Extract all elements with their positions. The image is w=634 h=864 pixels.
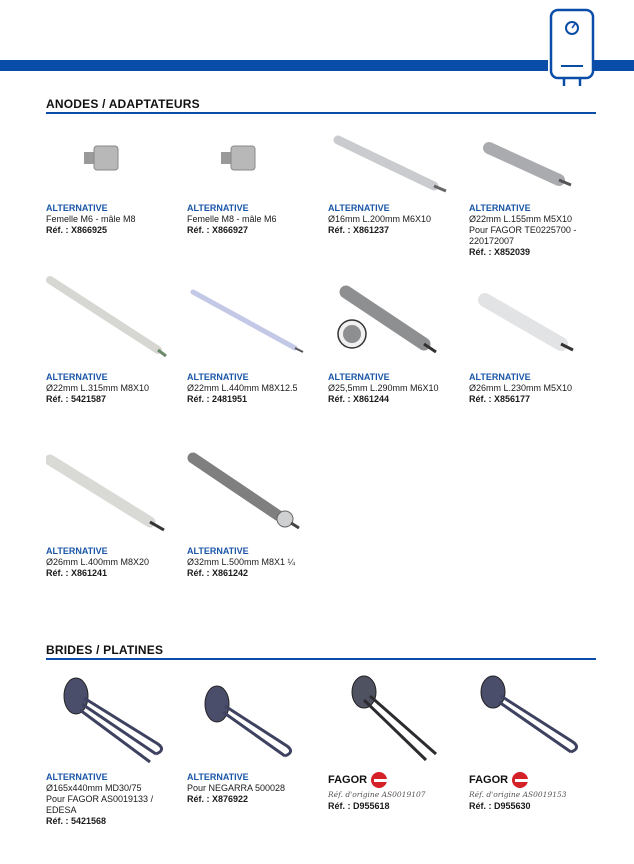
original-ref: Réf. d'origine AS0019153 (469, 790, 567, 799)
ref-number: Réf. : X876922 (187, 794, 249, 804)
ref-number: Réf. : 5421587 (46, 394, 107, 404)
adapter-image (46, 128, 186, 203)
ref-number: Réf. : X861237 (328, 225, 390, 235)
brand-label (328, 772, 468, 788)
fagor-logo-icon (371, 772, 387, 788)
spec-line: Ø22mm L.155mm M5X10 (469, 214, 573, 224)
ref-number: Réf. : 5421568 (46, 816, 107, 826)
spec-line: Pour NEGARRA 500028 (187, 783, 286, 793)
product-card (46, 128, 186, 236)
product-card (187, 128, 327, 236)
alt-label: ALTERNATIVE (469, 203, 531, 213)
anode-rod-image (328, 272, 468, 372)
alt-label: ALTERNATIVE (187, 546, 249, 556)
alt-label: ALTERNATIVE (46, 203, 108, 213)
ref-number: Réf. : X861241 (46, 568, 108, 578)
fagor-logo-icon (512, 772, 528, 788)
anode-rod-image (328, 128, 468, 203)
spec-line: EDESA (46, 805, 77, 815)
spec-line: Ø32mm L.500mm M8X1 ¼ (187, 557, 296, 567)
product-card (469, 672, 609, 812)
alt-label: ALTERNATIVE (328, 203, 390, 213)
original-ref: Réf. d'origine AS0019107 (328, 790, 426, 799)
spec-line: Ø26mm L.400mm M8X20 (46, 557, 150, 567)
flange-image (46, 672, 186, 772)
product-card (328, 128, 468, 236)
fagor-brand-text: FAGOR (469, 773, 509, 786)
alt-label: ALTERNATIVE (328, 372, 390, 382)
spec-line: Ø16mm L.200mm M6X10 (328, 214, 432, 224)
flange-image (469, 672, 609, 772)
product-card (469, 128, 609, 258)
spec-line: Ø26mm L.230mm M5X10 (469, 383, 573, 393)
ref-number: Réf. : X861244 (328, 394, 390, 404)
adapter-image (187, 128, 327, 203)
product-card (46, 272, 186, 405)
spec-line: Pour FAGOR AS0019133 / (46, 794, 154, 804)
spec-line: Ø25,5mm L.290mm M6X10 (328, 383, 439, 393)
product-card (187, 446, 327, 579)
header-band (0, 60, 548, 71)
spec-line: Femelle M6 - mâle M8 (46, 214, 136, 224)
spec-line: Pour FAGOR TE0225700 - (469, 225, 577, 235)
ref-number: Réf. : D955630 (469, 801, 531, 811)
alt-label: ALTERNATIVE (187, 772, 249, 782)
section-divider-brides (46, 658, 596, 660)
anode-rod-image (469, 128, 609, 203)
section-title-anodes: ANODES / ADAPTATEURS (46, 97, 200, 111)
section-title-brides: BRIDES / PLATINES (46, 643, 164, 657)
ref-number: Réf. : D955618 (328, 801, 390, 811)
spec-line: Ø165x440mm MD30/75 (46, 783, 142, 793)
product-card (187, 672, 327, 805)
alt-label: ALTERNATIVE (187, 372, 249, 382)
flange-image (187, 672, 327, 772)
anode-rod-image (187, 446, 327, 546)
product-card (46, 672, 186, 827)
product-card (328, 672, 468, 812)
alt-label: ALTERNATIVE (469, 372, 531, 382)
spec-line: 220172007 (469, 236, 515, 246)
section-divider-anodes (46, 112, 596, 114)
fagor-brand-text: FAGOR (328, 773, 368, 786)
alt-label: ALTERNATIVE (46, 772, 108, 782)
anode-rod-image (46, 272, 186, 372)
ref-number: Réf. : X861242 (187, 568, 249, 578)
product-card (328, 272, 468, 405)
ref-number: Réf. : 2481951 (187, 394, 248, 404)
spec-line: Femelle M8 - mâle M6 (187, 214, 277, 224)
water-heater-icon (547, 8, 597, 90)
ref-number: Réf. : X856177 (469, 394, 531, 404)
brand-label (469, 772, 609, 788)
ref-number: Réf. : X866925 (46, 225, 108, 235)
alt-label: ALTERNATIVE (46, 372, 108, 382)
flange-image (328, 672, 468, 772)
alt-label: ALTERNATIVE (46, 546, 108, 556)
anode-rod-image (469, 272, 609, 372)
alt-label: ALTERNATIVE (187, 203, 249, 213)
spec-line: Ø22mm L.315mm M8X10 (46, 383, 150, 393)
product-card (46, 446, 186, 579)
ref-number: Réf. : X866927 (187, 225, 249, 235)
anode-rod-image (46, 446, 186, 546)
ref-number: Réf. : X852039 (469, 247, 531, 257)
product-card (187, 272, 327, 405)
anode-rod-image (187, 272, 327, 372)
product-card (469, 272, 609, 405)
spec-line: Ø22mm L.440mm M8X12.5 (187, 383, 298, 393)
